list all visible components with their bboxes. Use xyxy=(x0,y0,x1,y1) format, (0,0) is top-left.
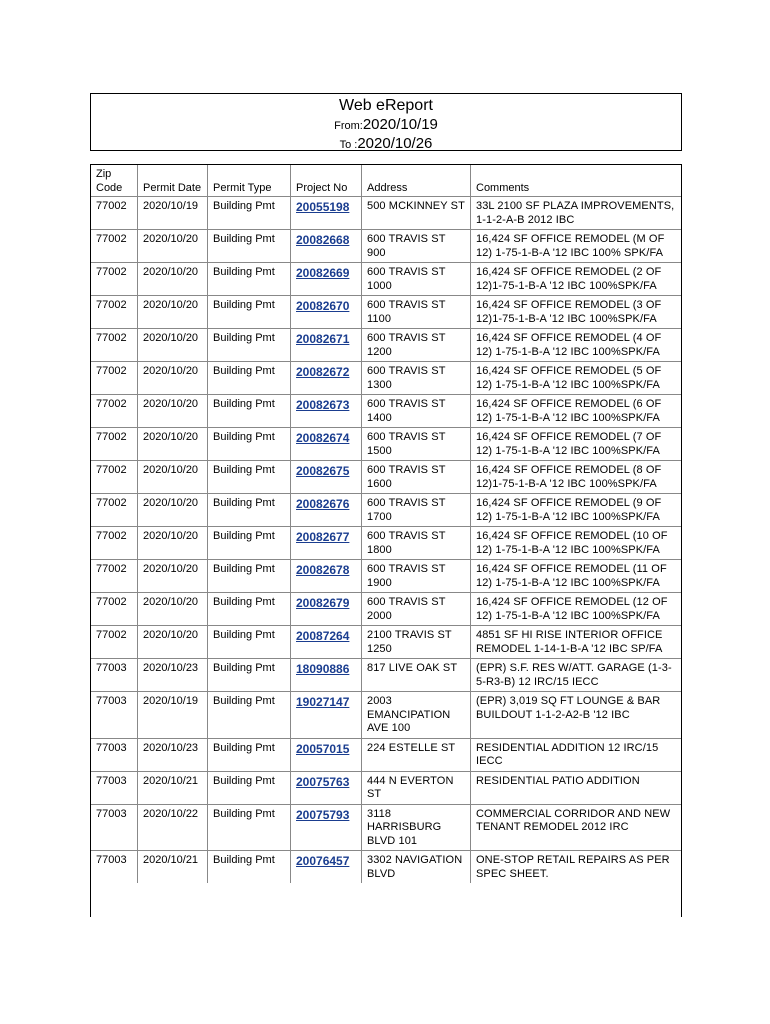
permit-type-cell: Building Pmt xyxy=(208,559,291,592)
project-number-link[interactable]: 20087264 xyxy=(291,625,362,658)
zip-code-cell: 77002 xyxy=(91,559,138,592)
permit-date-cell: 2020/10/20 xyxy=(138,394,208,427)
project-number-link[interactable]: 20057015 xyxy=(291,738,362,771)
permit-date-cell: 2020/10/20 xyxy=(138,592,208,625)
table-row xyxy=(91,771,681,804)
zip-code-cell: 77002 xyxy=(91,592,138,625)
permit-date-cell: 2020/10/20 xyxy=(138,262,208,295)
zip-code-cell: 77002 xyxy=(91,328,138,361)
permit-type-cell: Building Pmt xyxy=(208,691,291,738)
address-cell: 600 TRAVIS ST 1600 xyxy=(362,460,471,493)
zip-code-cell: 77002 xyxy=(91,196,138,229)
permit-type-cell: Building Pmt xyxy=(208,295,291,328)
zip-code-cell: 77002 xyxy=(91,493,138,526)
permit-type-cell: Building Pmt xyxy=(208,771,291,804)
table-row xyxy=(91,559,681,592)
comments-cell: RESIDENTIAL PATIO ADDITION xyxy=(471,771,681,804)
project-number-link[interactable]: 20075793 xyxy=(291,804,362,851)
to-date-row xyxy=(91,135,681,154)
address-cell: 600 TRAVIS ST 1900 xyxy=(362,559,471,592)
permit-type-cell: Building Pmt xyxy=(208,526,291,559)
zip-code-cell: 77002 xyxy=(91,394,138,427)
zip-code-cell: 77002 xyxy=(91,295,138,328)
zip-code-cell: 77003 xyxy=(91,771,138,804)
permit-date-cell: 2020/10/23 xyxy=(138,658,208,691)
project-number-link[interactable]: 20082671 xyxy=(291,328,362,361)
comments-cell: 16,424 SF OFFICE REMODEL (9 OF 12) 1-75-1-B-A '12 IBC 100%SPK/FA xyxy=(471,493,681,526)
table-row xyxy=(91,658,681,691)
zip-code-cell: 77003 xyxy=(91,658,138,691)
table-row xyxy=(91,804,681,851)
project-number-link[interactable]: 20082679 xyxy=(291,592,362,625)
table-row xyxy=(91,738,681,771)
table-row xyxy=(91,361,681,394)
table-row xyxy=(91,196,681,229)
table-row xyxy=(91,229,681,262)
column-header-permit-type: Permit Type xyxy=(208,165,291,196)
report-title: Web eReport xyxy=(339,97,433,114)
permit-type-cell: Building Pmt xyxy=(208,625,291,658)
from-label: From: xyxy=(334,120,363,132)
address-cell: 600 TRAVIS ST 1300 xyxy=(362,361,471,394)
permit-type-cell: Building Pmt xyxy=(208,229,291,262)
permit-date-cell: 2020/10/20 xyxy=(138,229,208,262)
permit-type-cell: Building Pmt xyxy=(208,460,291,493)
table-row xyxy=(91,850,681,883)
permit-date-cell: 2020/10/23 xyxy=(138,738,208,771)
zip-code-cell: 77003 xyxy=(91,691,138,738)
permit-date-cell: 2020/10/20 xyxy=(138,559,208,592)
permit-type-cell: Building Pmt xyxy=(208,427,291,460)
project-number-link[interactable]: 20075763 xyxy=(291,771,362,804)
project-number-link[interactable]: 20055198 xyxy=(291,196,362,229)
project-number-link[interactable]: 20082670 xyxy=(291,295,362,328)
project-number-link[interactable]: 20082668 xyxy=(291,229,362,262)
permit-date-cell: 2020/10/21 xyxy=(138,850,208,883)
permit-type-cell: Building Pmt xyxy=(208,262,291,295)
comments-cell: 16,424 SF OFFICE REMODEL (M OF 12) 1-75-1-B-A '12 IBC 100% SPK/FA xyxy=(471,229,681,262)
project-number-link[interactable]: 20082674 xyxy=(291,427,362,460)
table-row xyxy=(91,262,681,295)
table-body xyxy=(91,196,681,883)
comments-cell: 16,424 SF OFFICE REMODEL (7 OF 12) 1-75-1-B-A '12 IBC 100%SPK/FA xyxy=(471,427,681,460)
table-row xyxy=(91,526,681,559)
project-number-link[interactable]: 18090886 xyxy=(291,658,362,691)
permit-type-cell: Building Pmt xyxy=(208,361,291,394)
address-cell: 600 TRAVIS ST 1000 xyxy=(362,262,471,295)
comments-cell: 16,424 SF OFFICE REMODEL (2 OF 12)1-75-1-B-A '12 IBC 100%SPK/FA xyxy=(471,262,681,295)
permit-table-container xyxy=(90,164,682,917)
comments-cell: 4851 SF HI RISE INTERIOR OFFICE REMODEL 1-14-1-B-A '12 IBC SP/FA xyxy=(471,625,681,658)
permit-type-cell: Building Pmt xyxy=(208,804,291,851)
permit-date-cell: 2020/10/20 xyxy=(138,361,208,394)
comments-cell: RESIDENTIAL ADDITION 12 IRC/15 IECC xyxy=(471,738,681,771)
permit-type-cell: Building Pmt xyxy=(208,493,291,526)
address-cell: 2003 EMANCIPATION AVE 100 xyxy=(362,691,471,738)
column-header-comments: Comments xyxy=(476,181,530,194)
project-number-link[interactable]: 19027147 xyxy=(291,691,362,738)
zip-code-cell: 77002 xyxy=(91,526,138,559)
project-number-link[interactable]: 20082669 xyxy=(291,262,362,295)
permit-date-cell: 2020/10/20 xyxy=(138,427,208,460)
table-row xyxy=(91,328,681,361)
table-row xyxy=(91,460,681,493)
permit-type-cell: Building Pmt xyxy=(208,394,291,427)
zip-code-cell: 77002 xyxy=(91,460,138,493)
comments-cell: (EPR) S.F. RES W/ATT. GARAGE (1-3-5-R3-B) 12 IRC/15 IECC xyxy=(471,658,681,691)
permit-date-cell: 2020/10/19 xyxy=(138,691,208,738)
permit-type-cell: Building Pmt xyxy=(208,196,291,229)
column-header-address: Address xyxy=(362,165,471,196)
address-cell: 600 TRAVIS ST 900 xyxy=(362,229,471,262)
address-cell: 600 TRAVIS ST 1800 xyxy=(362,526,471,559)
permit-date-cell: 2020/10/22 xyxy=(138,804,208,851)
address-cell: 600 TRAVIS ST 2000 xyxy=(362,592,471,625)
address-cell: 224 ESTELLE ST xyxy=(362,738,471,771)
permit-table xyxy=(91,165,681,883)
column-header-permit-date: Permit Date xyxy=(138,165,208,196)
comments-cell: 16,424 SF OFFICE REMODEL (6 OF 12) 1-75-1-B-A '12 IBC 100%SPK/FA xyxy=(471,394,681,427)
address-cell: 817 LIVE OAK ST xyxy=(362,658,471,691)
permit-date-cell: 2020/10/20 xyxy=(138,493,208,526)
project-number-link[interactable]: 20082672 xyxy=(291,361,362,394)
zip-code-cell: 77002 xyxy=(91,427,138,460)
table-row xyxy=(91,427,681,460)
comments-cell: 16,424 SF OFFICE REMODEL (5 OF 12) 1-75-1-B-A '12 IBC 100%SPK/FA xyxy=(471,361,681,394)
address-cell: 600 TRAVIS ST 1200 xyxy=(362,328,471,361)
from-date: 2020/10/19 xyxy=(362,116,438,133)
zip-code-cell: 77003 xyxy=(91,850,138,883)
address-cell: 600 TRAVIS ST 1500 xyxy=(362,427,471,460)
project-number-link[interactable]: 20076457 xyxy=(291,850,362,883)
address-cell: 2100 TRAVIS ST 1250 xyxy=(362,625,471,658)
project-number-link[interactable]: 20082673 xyxy=(291,394,362,427)
permit-date-cell: 2020/10/20 xyxy=(138,328,208,361)
to-label: To : xyxy=(339,139,358,151)
permit-date-cell: 2020/10/19 xyxy=(138,196,208,229)
zip-code-cell: 77002 xyxy=(91,262,138,295)
table-header-row xyxy=(91,165,681,196)
permit-date-cell: 2020/10/20 xyxy=(138,295,208,328)
comments-cell: 16,424 SF OFFICE REMODEL (11 OF 12) 1-75-1-B-A '12 IBC 100%SPK/FA xyxy=(471,559,681,592)
report-header xyxy=(90,93,682,151)
permit-date-cell: 2020/10/20 xyxy=(138,460,208,493)
address-cell: 600 TRAVIS ST 1100 xyxy=(362,295,471,328)
comments-cell: COMMERCIAL CORRIDOR AND NEW TENANT REMODEL 2012 IRC xyxy=(471,804,681,851)
address-cell: 444 N EVERTON ST xyxy=(362,771,471,804)
project-number-link[interactable]: 20082677 xyxy=(291,526,362,559)
permit-date-cell: 2020/10/20 xyxy=(138,625,208,658)
zip-code-cell: 77002 xyxy=(91,361,138,394)
comments-cell: 16,424 SF OFFICE REMODEL (12 OF 12) 1-75-1-B-A '12 IBC 100%SPK/FA xyxy=(471,592,681,625)
comments-cell: 16,424 SF OFFICE REMODEL (3 OF 12)1-75-1-B-A '12 IBC 100%SPK/FA xyxy=(471,295,681,328)
to-date: 2020/10/26 xyxy=(357,135,433,152)
table-row xyxy=(91,691,681,738)
zip-code-cell: 77002 xyxy=(91,625,138,658)
from-date-row xyxy=(91,116,681,135)
comments-cell: 16,424 SF OFFICE REMODEL (4 OF 12) 1-75-1-B-A '12 IBC 100%SPK/FA xyxy=(471,328,681,361)
table-row xyxy=(91,592,681,625)
comments-cell: (EPR) 3,019 SQ FT LOUNGE & BAR BUILDOUT 1-1-2-A2-B '12 IBC xyxy=(471,691,681,738)
permit-type-cell: Building Pmt xyxy=(208,328,291,361)
zip-code-cell: 77003 xyxy=(91,738,138,771)
permit-date-cell: 2020/10/21 xyxy=(138,771,208,804)
permit-type-cell: Building Pmt xyxy=(208,592,291,625)
permit-type-cell: Building Pmt xyxy=(208,738,291,771)
table-row xyxy=(91,625,681,658)
zip-code-cell: 77002 xyxy=(91,229,138,262)
permit-type-cell: Building Pmt xyxy=(208,850,291,883)
comments-cell: 16,424 SF OFFICE REMODEL (10 OF 12) 1-75-1-B-A '12 IBC 100%SPK/FA xyxy=(471,526,681,559)
table-row xyxy=(91,493,681,526)
table-row xyxy=(91,394,681,427)
comments-cell: 33L 2100 SF PLAZA IMPROVEMENTS, 1-1-2-A-B 2012 IBC xyxy=(471,196,681,229)
address-cell: 600 TRAVIS ST 1700 xyxy=(362,493,471,526)
column-header-zip-code: Zip Code xyxy=(91,165,138,196)
permit-type-cell: Building Pmt xyxy=(208,658,291,691)
table-row xyxy=(91,295,681,328)
address-cell: 3118 HARRISBURG BLVD 101 xyxy=(362,804,471,851)
project-number-link[interactable]: 20082675 xyxy=(291,460,362,493)
address-cell: 600 TRAVIS ST 1400 xyxy=(362,394,471,427)
address-cell: 500 MCKINNEY ST xyxy=(362,196,471,229)
project-number-link[interactable]: 20082676 xyxy=(291,493,362,526)
project-number-link[interactable]: 20082678 xyxy=(291,559,362,592)
comments-cell: 16,424 SF OFFICE REMODEL (8 OF 12)1-75-1-B-A '12 IBC 100%SPK/FA xyxy=(471,460,681,493)
permit-date-cell: 2020/10/20 xyxy=(138,526,208,559)
comments-cell: ONE-STOP RETAIL REPAIRS AS PER SPEC SHEET. xyxy=(471,850,681,883)
address-cell: 3302 NAVIGATION BLVD xyxy=(362,850,471,883)
zip-code-cell: 77003 xyxy=(91,804,138,851)
column-header-project-no: Project No xyxy=(291,165,362,196)
